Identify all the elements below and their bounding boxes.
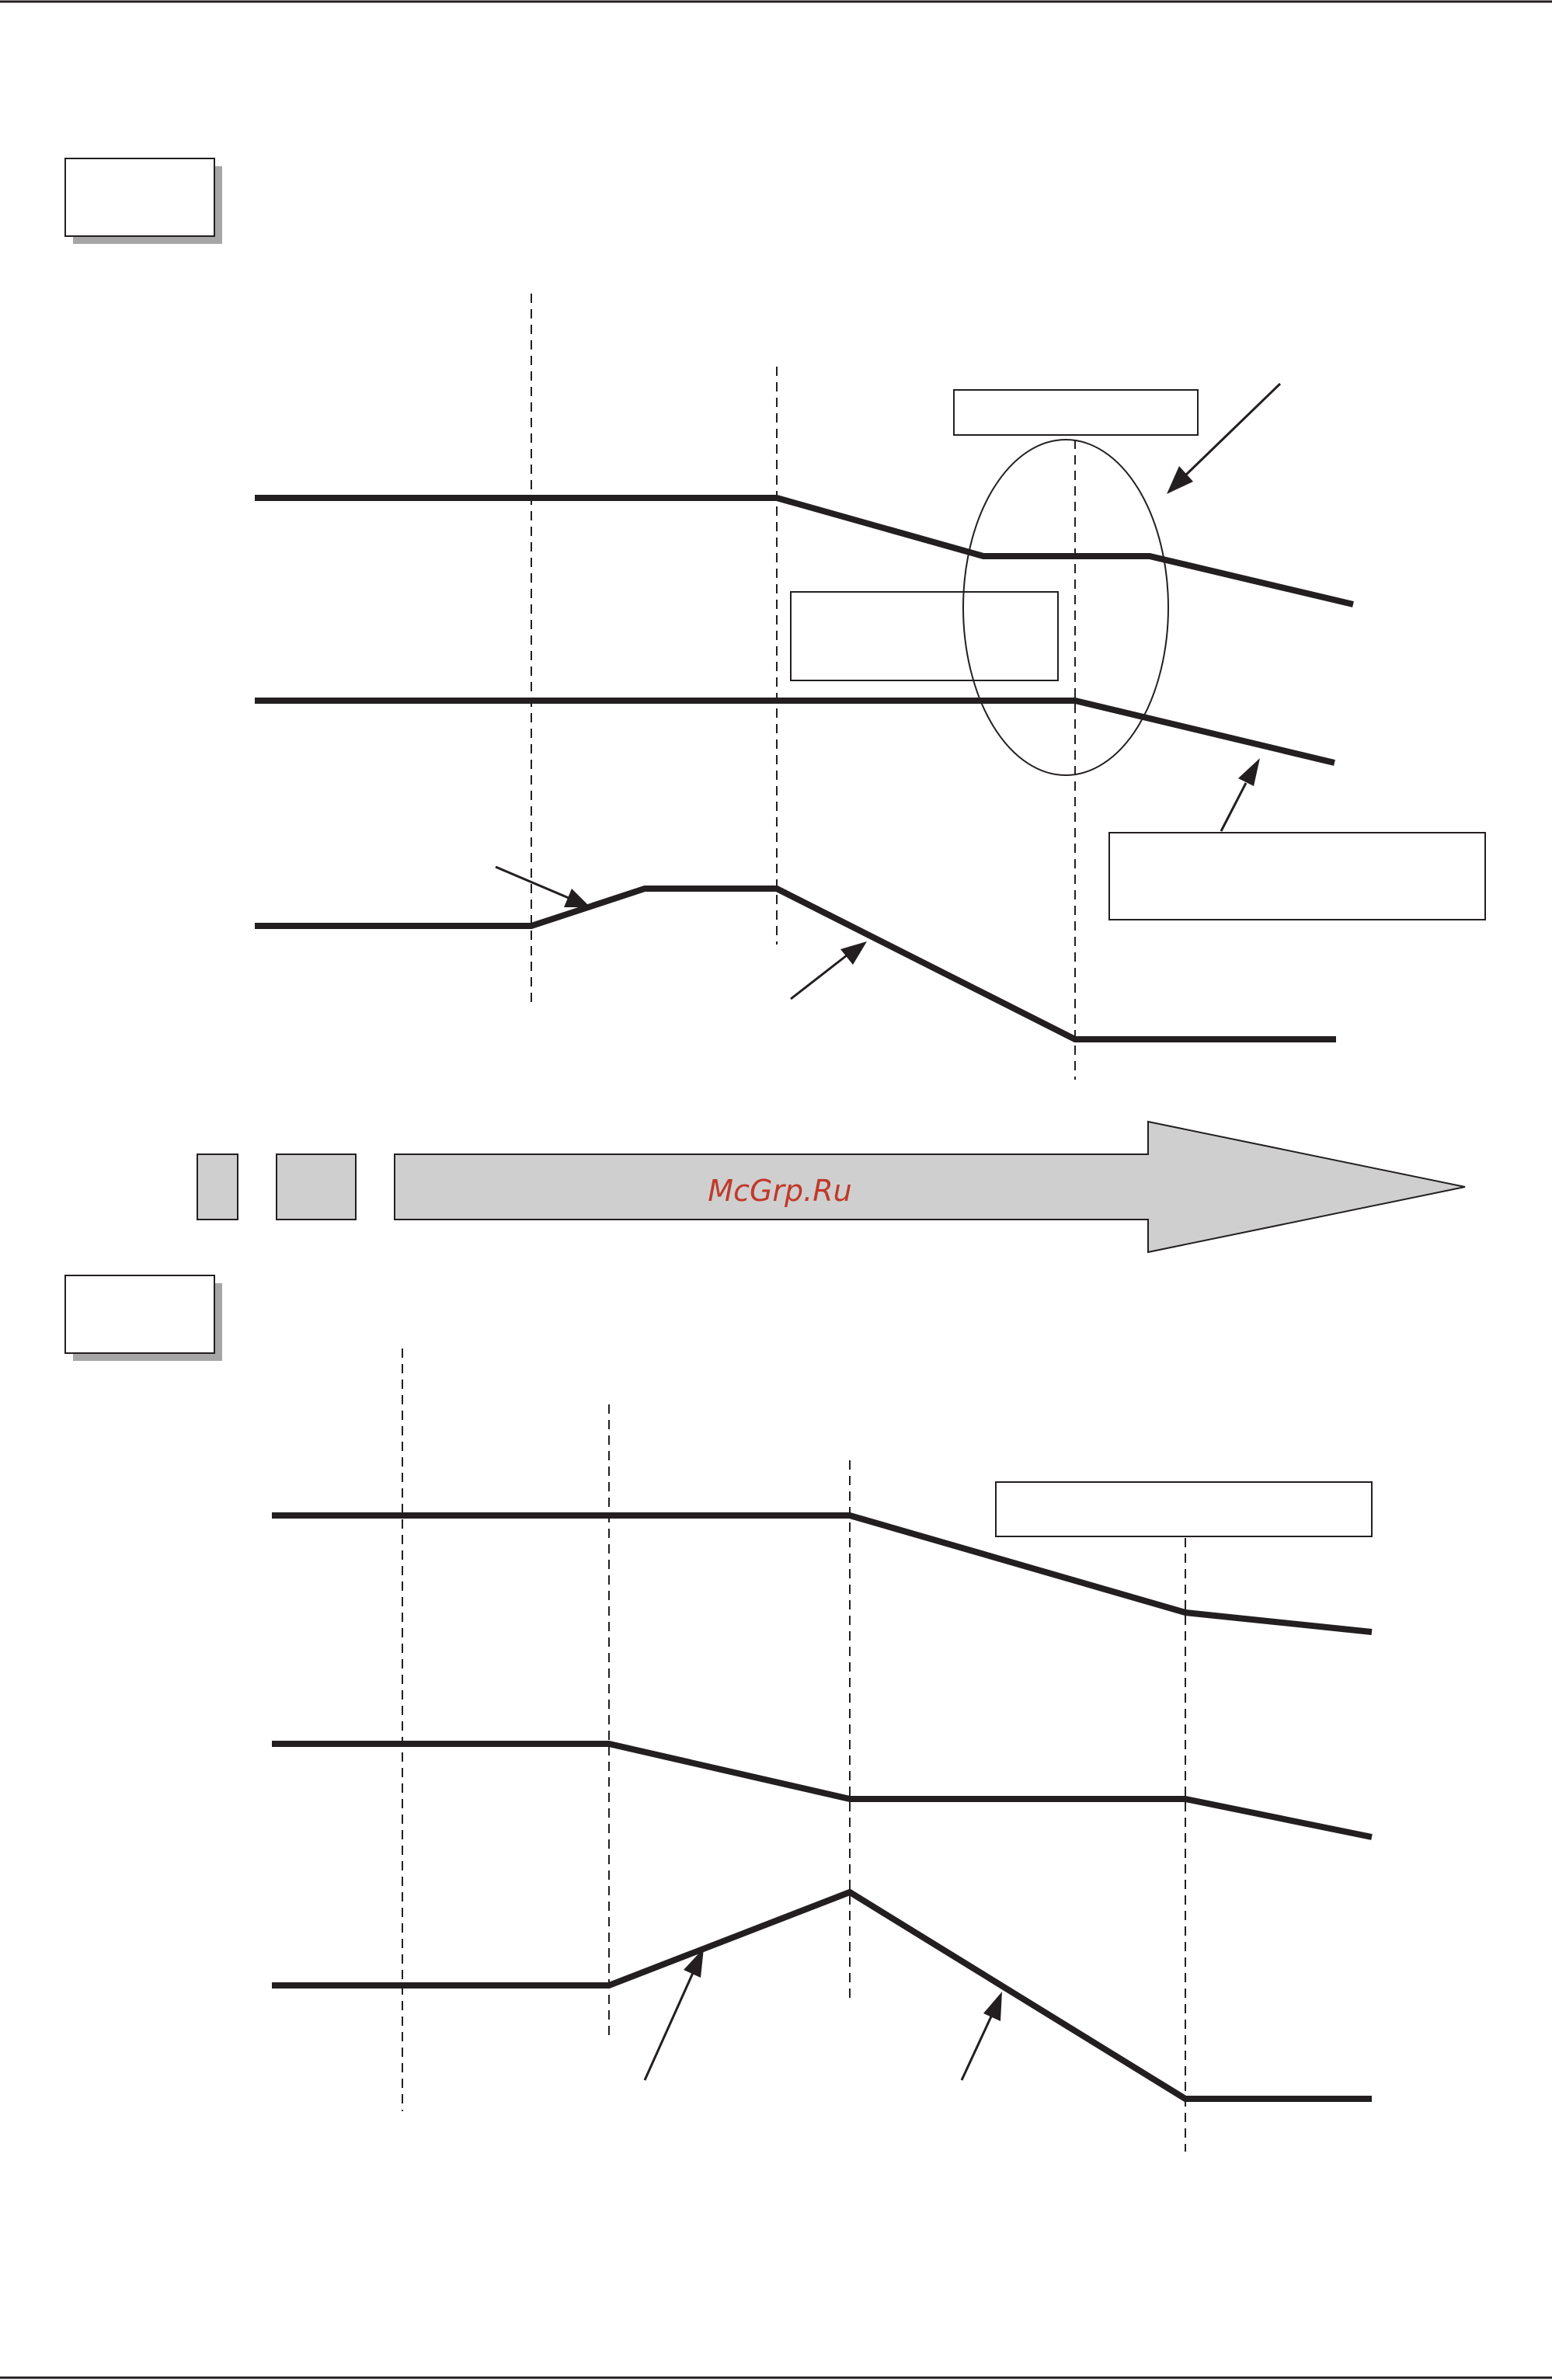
top-callout-box-3 — [1109, 833, 1485, 920]
bottom-signal-3 — [272, 1892, 1372, 2099]
top-callout-box-1 — [954, 390, 1198, 435]
big-right-arrow — [395, 1122, 1465, 1252]
top-pointer-2-shaft — [1221, 783, 1246, 831]
bottom-signal-2 — [272, 1744, 1372, 1837]
top-callout-box-2 — [791, 592, 1058, 680]
top-pointer-4-head — [840, 941, 867, 965]
top-signal-2 — [255, 701, 1335, 763]
top-signal-1 — [255, 498, 1353, 604]
bottom-callout-box — [996, 1482, 1372, 1536]
top-pointer-1-shaft — [1185, 384, 1280, 475]
bottom-diagram — [65, 1275, 1372, 2152]
top-pointer-3-head — [564, 889, 590, 907]
time-arrow-band — [197, 1122, 1465, 1252]
top-diagram — [65, 158, 1485, 1080]
top-pointer-4-shaft — [791, 955, 847, 999]
top-label-box — [65, 158, 214, 236]
bottom-pointer-2-shaft — [962, 2016, 991, 2080]
bottom-pointer-1-shaft — [645, 1973, 693, 2080]
top-pointer-2-head — [1238, 758, 1260, 786]
bottom-pointer-2-head — [983, 1992, 1002, 2021]
small-box-2 — [277, 1154, 356, 1220]
watermark-text: McGrp.Ru — [708, 1174, 852, 1208]
bottom-label-box — [65, 1275, 214, 1353]
small-box-1 — [197, 1154, 238, 1220]
